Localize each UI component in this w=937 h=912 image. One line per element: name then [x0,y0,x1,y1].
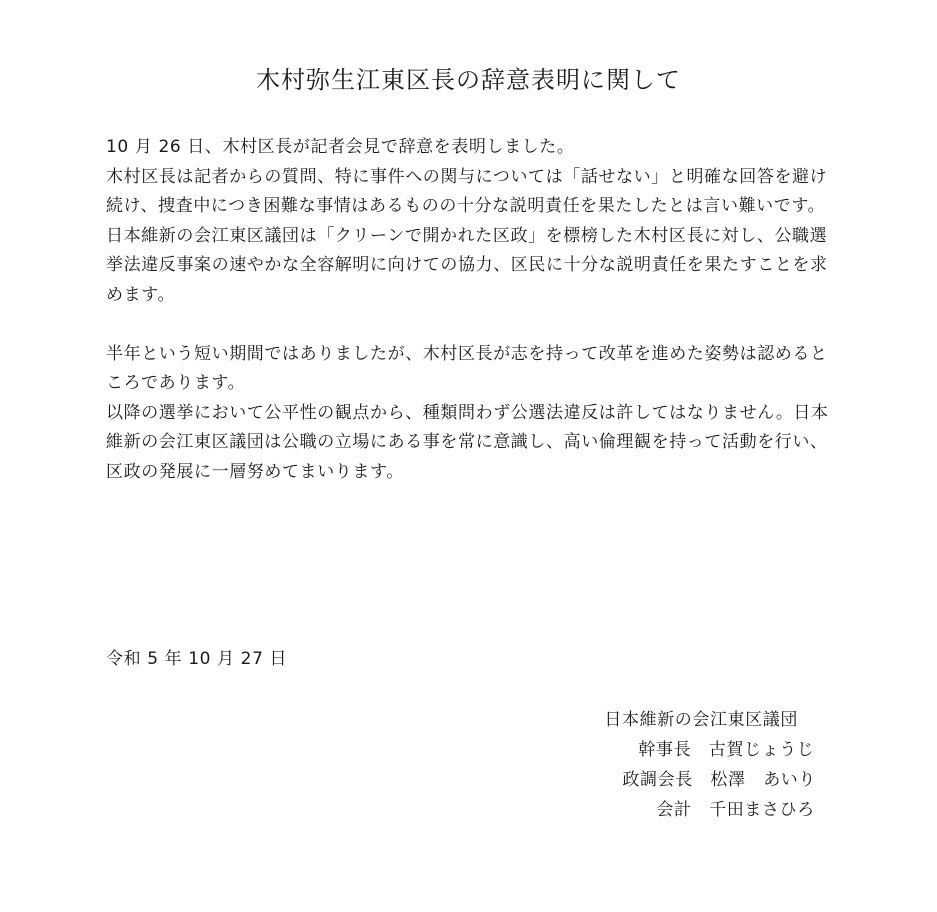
signature-treasurer: 会計 千田まさひろ [656,800,815,820]
document-title: 木村弥生江東区長の辞意表明に関して [256,66,681,94]
signature-organization: 日本維新の会江東区議団 [604,710,798,730]
paragraph-accountability: 木村区長は記者からの質問、特に事件への関与については「話せない」と明確な回答を避け続け、捜査中につき困難な事情はあるものの十分な説明責任を果たしたとは言い難いです。 [106,166,828,216]
signature-secretary-general: 幹事長 古賀じょうじ [638,740,815,760]
paragraph-spacer [106,310,831,340]
document-date: 令和 5 年 10 月 27 日 [106,649,288,669]
paragraph-commitment: 以降の選挙において公平性の観点から、種類問わず公選法違反は許してはなりません。日本維新の会江東区議団は公職の立場にある事を常に意識し、高い倫理観を持って活動を行い、区政の発展に一層努めてまいります。 [106,402,829,482]
paragraph-announcement: 10 月 26 日、木村区長が記者会見で辞意を表明しました。 [106,137,575,157]
signature-block [604,705,816,825]
statement-body [106,133,831,487]
paragraph-acknowledgement: 半年という短い期間ではありましたが、木村区長が志を持って改革を進めた姿勢は認めるところであります。 [106,343,828,393]
paragraph-demand: 日本維新の会江東区議団は「クリーンで開かれた区政」を標榜した木村区長に対し、公職選挙法違反事案の速やかな全容解明に向けての協力、区民に十分な説明責任を果たすことを求めます。 [106,225,828,305]
signature-policy-chair: 政調会長 松澤 あいり [622,770,816,790]
